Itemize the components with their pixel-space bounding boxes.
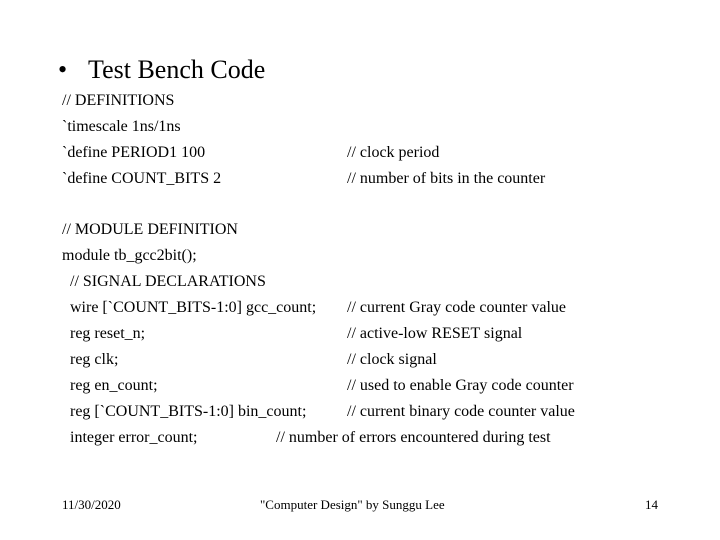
define-count-bits-line: `define COUNT_BITS 2	[62, 170, 222, 187]
module-declaration-line: module tb_gcc2bit();	[62, 247, 197, 264]
reg-clk-comment: // clock signal	[347, 351, 437, 368]
wire-gcc-count-comment: // current Gray code counter value	[347, 299, 567, 316]
title-text: Test Bench Code	[88, 55, 266, 84]
reg-bin-count-line: reg [`COUNT_BITS-1:0] bin_count;	[70, 403, 307, 420]
integer-error-count-comment: // number of errors encountered during test	[276, 429, 551, 446]
wire-gcc-count-line: wire [`COUNT_BITS-1:0] gcc_count;	[70, 299, 317, 316]
definitions-comment: // DEFINITIONS	[62, 92, 175, 109]
define-period-line: `define PERIOD1 100	[62, 144, 206, 161]
title-bullet: •	[58, 55, 68, 84]
reg-bin-count-comment: // current binary code counter value	[347, 403, 575, 420]
footer-credit: "Computer Design" by Sunggu Lee	[260, 497, 445, 512]
timescale-line: `timescale 1ns/1ns	[62, 118, 181, 135]
reg-en-count-line: reg en_count;	[70, 377, 158, 394]
define-count-bits-comment: // number of bits in the counter	[347, 170, 546, 187]
reg-en-count-comment: // used to enable Gray code counter	[347, 377, 574, 394]
define-period-comment: // clock period	[347, 144, 440, 161]
slide-title	[58, 53, 265, 87]
reg-clk-line: reg clk;	[70, 351, 119, 368]
integer-error-count-line: integer error_count;	[70, 429, 198, 446]
reg-reset-n-line: reg reset_n;	[70, 325, 146, 342]
footer-date: 11/30/2020	[62, 497, 121, 512]
reg-reset-n-comment: // active-low RESET signal	[347, 325, 523, 342]
module-definition-comment: // MODULE DEFINITION	[62, 221, 238, 238]
signal-declarations-comment: // SIGNAL DECLARATIONS	[70, 273, 266, 290]
footer-page-number: 14	[645, 497, 658, 512]
